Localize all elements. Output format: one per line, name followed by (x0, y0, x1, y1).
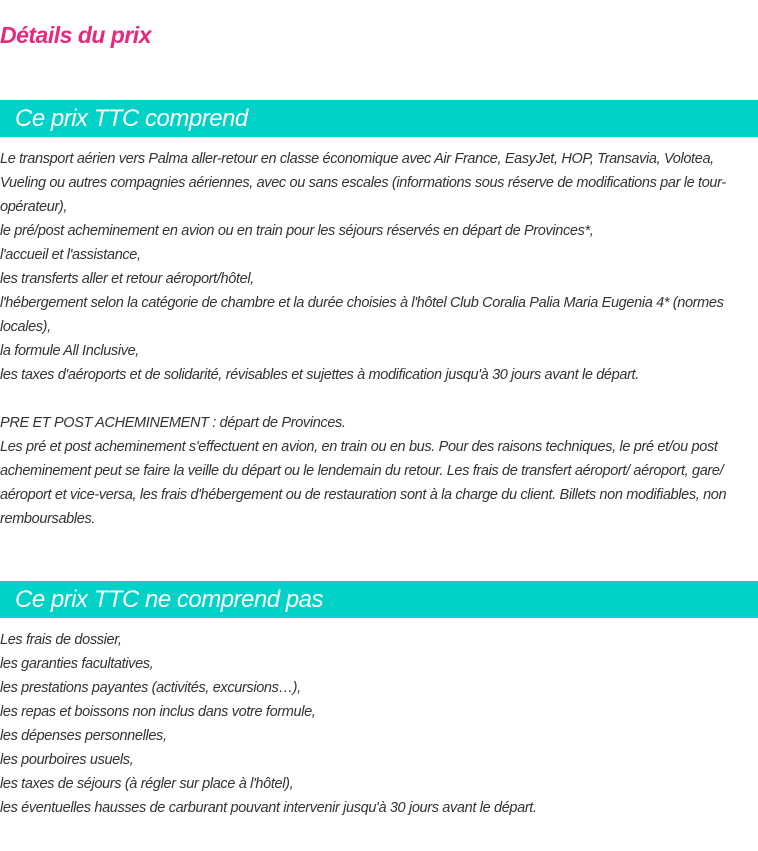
transfer-note-text: Les pré et post acheminement s'effectuent en avion, en train ou en bus. Pour des raisons techniques, le pré et/ou post acheminement peut se faire la veille du départ ou le lendemain du retour. Les frais de transfert aéroport/ aéroport, gare/ aéroport et vice-versa, les frais d'hébergement ou de restauration sont à la charge du client. Billets non modifiables, non remboursables. (0, 439, 727, 527)
excludes-item: les taxes de séjours (à régler sur place à l'hôtel), (0, 776, 294, 792)
excludes-item: les pourboires usuels, (0, 752, 134, 768)
includes-heading: Ce prix TTC comprend (15, 105, 248, 132)
excludes-item: Les frais de dossier, (0, 632, 122, 648)
excludes-heading: Ce prix TTC ne comprend pas (15, 586, 323, 613)
excludes-list (0, 628, 758, 820)
excludes-item: les garanties facultatives, (0, 656, 154, 672)
includes-item: la formule All Inclusive, (0, 343, 139, 359)
excludes-item: les dépenses personnelles, (0, 728, 167, 744)
paragraph-spacer (0, 387, 758, 411)
includes-item: l'hébergement selon la catégorie de chambre et la durée choisies à l'hôtel Club Coralia Palia Maria Eugenia 4* (normes locales), (0, 295, 724, 335)
includes-list (0, 147, 758, 531)
includes-item: Le transport aérien vers Palma aller-retour en classe économique avec Air France, EasyJet, HOP, Transavia, Volotea, Vueling ou autres compagnies aériennes, avec ou sans escales (informations sous réserve de modifications par le tour-opérateur), (0, 151, 726, 215)
includes-item: les transferts aller et retour aéroport/hôtel, (0, 271, 254, 287)
excludes-item: les repas et boissons non inclus dans votre formule, (0, 704, 316, 720)
excludes-item: les éventuelles hausses de carburant pouvant intervenir jusqu'à 30 jours avant le départ. (0, 800, 537, 816)
includes-item: les taxes d'aéroports et de solidarité, révisables et sujettes à modification jusqu'à 30 jours avant le départ. (0, 367, 639, 383)
excludes-item: les prestations payantes (activités, excursions…), (0, 680, 301, 696)
transfer-note-heading: PRE ET POST ACHEMINEMENT : départ de Provinces. (0, 415, 346, 431)
includes-item: l'accueil et l'assistance, (0, 247, 141, 263)
includes-item: le pré/post acheminement en avion ou en train pour les séjours réservés en départ de Provinces*, (0, 223, 594, 239)
excludes-section-header (0, 581, 758, 618)
page-title: Détails du prix (0, 22, 151, 48)
includes-section-header (0, 100, 758, 137)
